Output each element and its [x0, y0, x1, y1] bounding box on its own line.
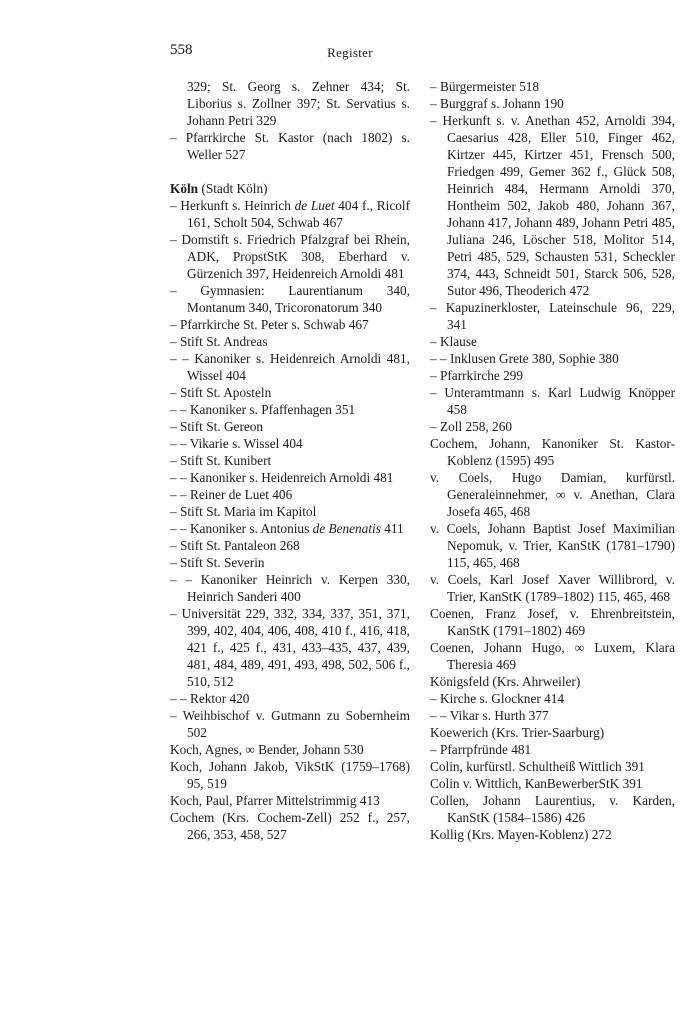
index-entry — [430, 690, 675, 707]
entry-text: – Stift St. Kunibert — [170, 453, 272, 468]
index-entry — [170, 758, 410, 792]
index-entry — [430, 741, 675, 758]
index-entry — [430, 775, 675, 792]
index-entry — [430, 333, 675, 350]
entry-text: – Stift St. Andreas — [170, 334, 268, 349]
entry-text-after: 404 f., Ricolf 161, Scholt 504, Schwab 467 — [187, 198, 411, 230]
entry-text: Koch, Paul, Pfarrer Mittelstrimmig 413 — [170, 793, 380, 808]
entry-text: v. Coels, Johann Baptist Josef Maximilian Nepomuk, v. Trier, KanStK (1781–1790) 115, 465, 468 — [430, 521, 675, 570]
index-entry — [430, 724, 675, 741]
index-entry — [170, 435, 410, 452]
entry-gap — [170, 163, 410, 180]
entry-text: – Weihbischof v. Gutmann zu Sobernheim 502 — [170, 708, 410, 740]
entry-text: – Stift St. Severin — [170, 555, 265, 570]
index-entry — [170, 469, 410, 486]
index-entry — [170, 690, 410, 707]
index-entry — [170, 418, 410, 435]
entry-text: – Kirche s. Glockner 414 — [430, 691, 565, 706]
entry-text: – Klause — [430, 334, 477, 349]
entry-text: Collen, Johann Laurentius, v. Karden, KanStK (1584–1586) 426 — [430, 793, 675, 825]
index-entry — [430, 435, 675, 469]
index-column-right — [430, 78, 675, 843]
entry-text: – Pfarrkirche 299 — [430, 368, 524, 383]
index-entry — [430, 299, 675, 333]
index-entry — [430, 418, 675, 435]
index-entry — [170, 78, 410, 129]
entry-text: Cochem, Johann, Kanoniker St. Kastor-Koblenz (1595) 495 — [430, 436, 675, 468]
index-entry — [430, 384, 675, 418]
entry-text: – – Rektor 420 — [170, 691, 250, 706]
entry-text: Koewerich (Krs. Trier-Saarburg) — [430, 725, 605, 740]
entry-text: Koch, Johann Jakob, VikStK (1759–1768) 95, 519 — [170, 759, 410, 791]
entry-text: – Stift St. Pantaleon 268 — [170, 538, 300, 553]
index-entry — [170, 350, 410, 384]
entry-text: – Zoll 258, 260 — [430, 419, 512, 434]
entry-text: Cochem (Krs. Cochem-Zell) 252 f., 257, 266, 353, 458, 527 — [170, 810, 410, 842]
index-entry — [170, 792, 410, 809]
entry-text: v. Coels, Hugo Damian, kurfürstl. Generaleinnehmer, ∞ v. Anethan, Clara Josefa 465, 468 — [430, 470, 675, 519]
index-entry — [430, 571, 675, 605]
entry-text: – – Kanoniker s. Heidenreich Arnoldi 481, Wissel 404 — [170, 351, 410, 383]
index-entry — [170, 554, 410, 571]
index-entry — [170, 231, 410, 282]
page-number: 558 — [170, 42, 193, 58]
index-entry — [170, 571, 410, 605]
entry-text: – – Kanoniker s. Pfaffenhagen 351 — [170, 402, 356, 417]
index-entry — [430, 78, 675, 95]
index-entry — [170, 197, 410, 231]
entry-text: Kollig (Krs. Mayen-Koblenz) 272 — [430, 827, 612, 842]
entry-text: – Pfarrkirche St. Kastor (nach 1802) s. Weller 527 — [170, 130, 410, 162]
index-entry — [170, 180, 410, 197]
index-entry — [170, 520, 410, 537]
entry-text: Colin v. Wittlich, KanBewerberStK 391 — [430, 776, 643, 791]
entry-text: – Herkunft s. Heinrich — [170, 198, 295, 213]
entry-text: – Kapuzinerkloster, Lateinschule 96, 229, 341 — [430, 300, 675, 332]
entry-text: (Stadt Köln) — [198, 181, 268, 196]
entry-text: – Domstift s. Friedrich Pfalzgraf bei Rhein, ADK, PropstStK 308, Eberhard v. Gürzenich 397, Heidenreich Arnoldi 481 — [170, 232, 410, 281]
index-entry — [170, 741, 410, 758]
index-entry — [430, 469, 675, 520]
entry-text: – Stift St. Maria im Kapitol — [170, 504, 317, 519]
entry-text: – – Reiner de Luet 406 — [170, 487, 293, 502]
index-entry — [430, 673, 675, 690]
index-entry — [170, 129, 410, 163]
index-entry — [430, 639, 675, 673]
index-entry — [170, 316, 410, 333]
entry-text: – Pfarrkirche St. Peter s. Schwab 467 — [170, 317, 369, 332]
entry-text: – Burggraf s. Johann 190 — [430, 96, 564, 111]
index-entry — [430, 792, 675, 826]
index-entry — [170, 503, 410, 520]
index-entry — [430, 520, 675, 571]
index-entry — [170, 282, 410, 316]
index-entry — [170, 537, 410, 554]
index-entry — [430, 826, 675, 843]
index-entry — [170, 486, 410, 503]
entry-italic-text: de Benenatis — [312, 521, 381, 536]
entry-headword: Köln — [170, 181, 199, 196]
entry-text: – – Kanoniker s. Antonius — [170, 521, 313, 536]
entry-text: Colin, kurfürstl. Schultheiß Wittlich 391 — [430, 759, 645, 774]
index-entry — [170, 605, 410, 690]
entry-text: – Stift St. Aposteln — [170, 385, 272, 400]
entry-text: – Gymnasien: Laurentianum 340, Montanum 340, Tricoronatorum 340 — [170, 283, 410, 315]
entry-text: – – Inklusen Grete 380, Sophie 380 — [430, 351, 619, 366]
entry-text: – – Vikarie s. Wissel 404 — [170, 436, 303, 451]
index-entry — [170, 707, 410, 741]
index-entry — [170, 401, 410, 418]
index-entry — [170, 452, 410, 469]
entry-text: – – Kanoniker Heinrich v. Kerpen 330, Heinrich Sanderi 400 — [170, 572, 410, 604]
index-entry — [170, 333, 410, 350]
entry-text: – Stift St. Gereon — [170, 419, 264, 434]
entry-text: – – Vikar s. Hurth 377 — [430, 708, 549, 723]
index-entry — [430, 605, 675, 639]
index-entry — [430, 112, 675, 299]
index-entry — [430, 367, 675, 384]
entry-text: v. Coels, Karl Josef Xaver Willibrord, v. Trier, KanStK (1789–1802) 115, 465, 468 — [430, 572, 675, 604]
entry-text: – Universität 229, 332, 334, 337, 351, 371, 399, 402, 404, 406, 408, 410 f., 416, 418, 421 f., 425 f., 431, 433–435, 437, 439, 481, 484, 489, 491, 493, 498, 502, 506 f., 510, 512 — [170, 606, 410, 689]
index-entry — [430, 758, 675, 775]
index-entry — [170, 809, 410, 843]
entry-text: – – Kanoniker s. Heidenreich Arnoldi 481 — [170, 470, 394, 485]
entry-text: – Pfarrpfründe 481 — [430, 742, 532, 757]
entry-text: – Herkunft s. v. Anethan 452, Arnoldi 394, Caesarius 428, Eller 510, Finger 462, Kirtzer 445, Kirtzer 451, Frensch 500, Friedgen 499, Gemer 362 f., Glück 508, Heinrich 484, Hermann Arnoldi 370, Hontheim 502, Jakob 480, Johann 367, Johann 417, Johann 489, Johann Petri 485, Juliana 246, Löscher 518, Molitor 514, Petri 485, 529, Schausten 531, Scheckler 374, 443, Schneidt 501, Starck 506, 528, Sutor 496, Theoderich 472 — [430, 113, 675, 298]
index-column-left — [170, 78, 410, 843]
entry-text: Koch, Agnes, ∞ Bender, Johann 530 — [170, 742, 364, 757]
entry-text: Königsfeld (Krs. Ahrweiler) — [430, 674, 581, 689]
entry-text: – Unteramtmann s. Karl Ludwig Knöpper 458 — [430, 385, 675, 417]
entry-text: – Bürgermeister 518 — [430, 79, 540, 94]
entry-text-after: 411 — [380, 521, 404, 536]
index-entry — [170, 384, 410, 401]
entry-italic-text: de Luet — [294, 198, 335, 213]
entry-text: Coenen, Johann Hugo, ∞ Luxem, Klara Theresia 469 — [430, 640, 675, 672]
index-entry — [430, 350, 675, 367]
index-entry — [430, 95, 675, 112]
entry-text: Coenen, Franz Josef, v. Ehrenbreitstein, KanStK (1791–1802) 469 — [430, 606, 675, 638]
entry-text: 329; St. Georg s. Zehner 434; St. Liborius s. Zollner 397; St. Servatius s. Johann Petri 329 — [187, 79, 410, 128]
index-entry — [430, 707, 675, 724]
running-head: Register — [327, 45, 373, 60]
